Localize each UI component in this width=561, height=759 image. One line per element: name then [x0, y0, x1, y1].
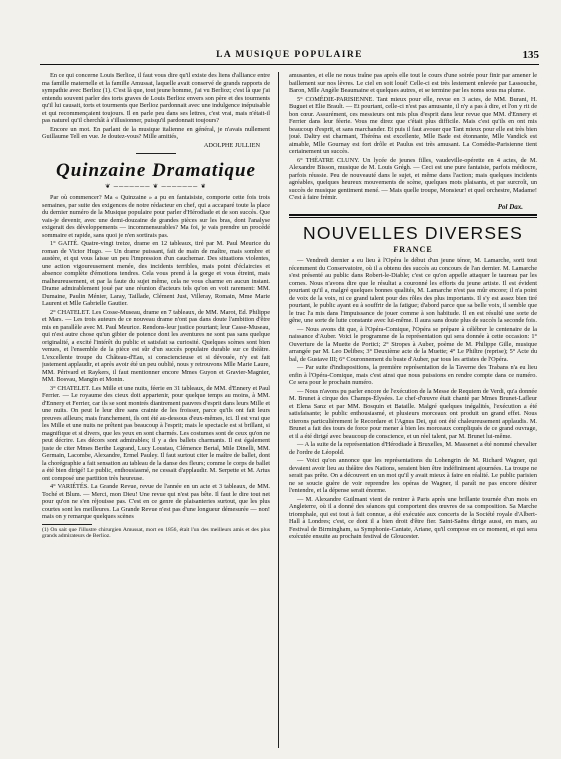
article-paragraph: 6° THÉATRE CLUNY. Un lycée de jeunes filles, vaudeville-opérette en 4 actes, de M. Alexandre Bisson, musique de M. Louis Grégh. — Ceci est une pure fantaisie, parfois médiocre, parfois réussie. Peu de nouveauté dans le sujet, et même dans l'action; mais quelques incidents agréables, quelques heureux mouvements de scène, quelques mots plaisants, et par surcroît, un succès de musique gentiment mené. — Mais quelle troupe, Monsieur! et quel orchestre, Madame! C'est à faire frémir. [289, 156, 537, 201]
news-item: — Voici qu'on annonce que les représentations du Lohengrin de M. Richard Wagner, qui devaient avoir lieu au théâtre des Nations, seraient bien être indéfiniment ajournées. La troupe ne serait pas prête. On a découvert en un mot qu'il y avait mieux à faire en réalité. Le public parisien ne se soucie guère de voir reprendre les opéras de Wagner, il paraît ne pas encore désirer l'entendre, et la dépense serait énorme. [289, 457, 537, 494]
letter-paragraph: En ce qui concerne Louis Berlioz, il faut vous dire qu'il existe des liens d'alliance entre ma famille maternelle et la famille Amussat, laquelle avait conservé de grands rapports de sympathie avec Berlioz (1). C'est là que, tout jeune homme, j'ai vu Berlioz; c'est là que j'ai entendu souvent parler des torts graves de Louis Berlioz envers son père et des tourments qu'il lui causait, torts et tourments que Berlioz pardonnait avec une indulgence inépuisable et qui recommençaient toujours. Il en parle peu dans ses lettres, c'est vrai, mais n'était-il pas naturel qu'il cherchât à s'illusionner, puisqu'il pardonnait toujours? [42, 72, 270, 124]
article-signature: Pol Dax. [497, 202, 523, 211]
news-title: NOUVELLES DIVERSES [302, 223, 523, 243]
news-item: — M. Alexandre Guilmant vient de rentrer à Paris après une brillante tournée d'un mois en Angleterre, où il a donné des séances qui comportent des œuvres de sa composition. Sa Marche triomphale, qui est tout à fait connue, a été exécutée aux concerts de la Société royale d'Albert-Hall à Londres; c'est, ce dont il a bien droit d'être fier. Saint-Saëns dirige aussi, en mars, au Festival de Birmingham, sa Symphonie-Cantate, Ariane, qu'il compose en ce moment, et qui sera exécutée ensuite au prochain festival de Gloucester. [289, 495, 537, 540]
news-item: — Vendredi dernier a eu lieu à l'Opéra le début d'un jeune ténor, M. Lamarche, sorti tout récemment du Conservatoire, où il a obtenu des succès au concours de l'an dernier. M. Lamarche s'est présenté au public dans Robert-le-Diable; c'est ce qu'on appelle attaquer le taureau par les cornes. Nous n'avons dire que le résultat a couronné les efforts du jeune artiste. Il est évident pourtant qu'il a, malgré quelques bonnes qualités, M. Lamarche n'est pas mûr encore; il n'a point de voix de la voix, ni ce grand talent pour des rôles des plus importants. Il s'y est assez bien tiré pourtant, le public ayant eu à souffrir de la fatigue; d'abord parce que sa belle voix, il semble que le trac l'a mis dans l'impuissance de jouer comme à son habitude. Il en est résulté une sorte de gêne, une sorte de lutte constante avec lui-même. Il aura sans doute plus de succès la seconde fois. [289, 257, 537, 324]
article-paragraph: 4° VARIÉTÉS. La Grande Revue, revue de l'année en un acte et 3 tableaux, de MM. Toché et Blum. — Merci, mon Dieu! Une revue qui n'est pas bête. Il faut le dire tout net pour qu'on ne s'en réjouisse pas. C'est en ce genre de plaisanteries surtout, que les plus courtes sont les meilleures. La Grande Revue n'est pas d'une longueur démesurée — non! mais on y remarque quelques scènes [42, 483, 270, 520]
section-title: Quinzaine Dramatique [55, 160, 256, 181]
article-paragraph: 1° GAITÉ. Quatre-vingt treize, drame en 12 tableaux, tiré par M. Paul Meurice du roman de Victor Hugo. — Un drame puissant, fait de main de maître, mais sombre et austère, et qui vous laisse un peu l'impression d'un cauchemar. Des situations violentes, une action vigoureusement menée, des incidents terribles, mais point d'éclaircies et absence complète d'émotions tendres. Cela vous prend à la gorge et vous étreint, mais malheureusement, et par la faute du sujet même, cela ne vous charme en aucun instant. Drame admirablement joué par une réunion d'acteurs tels qu'on en voit rarement: MM. Dumaine, Paulin Ménier, Laray, Taillade, Clément Just, Villeray, Romain, Mme Marie Laurent et Mlle Gabrielle Gautier. [42, 240, 270, 307]
article-paragraph: 5° COMÉDIE-PARISIENNE. Tant mieux pour elle, revue en 3 actes, de MM. Burani, H. Buguet et Elie Brault. — Et pourtant, celle-ci n'est pas amusante, il n'y a pas à dire, et l'on y rit de bon cœur. Assurément, ces messieurs ont mis plus d'esprit dans leur revue que MM. d'Ennery et Ferrier dans leur féerie. Vous me direz que c'était plus difficile. Mais c'est qu'ils en ont mis beaucoup d'esprit, et sans marchander. Et puis il faut avouer que Tant mieux pour elle est très bien joué. Daltry est charmant, Théréna est excellente, Mlle Bade est étonnante, Mlle Vandick est aimable, Mlle Gournay est fort drôle et Paulus est très amusant. La Comédie-Parisienne tient certainement un succès. [289, 95, 537, 155]
ornament-divider: ❦ ─────── ❦ ─────── ❦ [105, 184, 207, 190]
journal-title: LA MUSIQUE POPULAIRE [216, 50, 363, 60]
footnote: (1) On sait que l'illustre chirurgien Amussat, mort en 1856, était l'un des meilleurs amis et des plus grands admirateurs de Berlioz. [42, 526, 270, 540]
section-rule [289, 214, 537, 218]
article-paragraph: 2° CHATELET. Les Cosse-Museau, drame en 7 tableaux, de MM. Marot, Ed. Philippe et Mars. — Les trois auteurs de ce nouveau drame n'ont pas dans doute l'ambition d'être mis en parallèle avec M. Paul Meurice. Rendons-leur justice pourtant; leur Casse-Museau, qui n'est autre chose qu'un gibier de potence dont les aventures ne sont pas sans quelque originalité, a excité l'intérêt du public et satisfait sa curiosité. Quelques scènes sont bien venues, et l'ensemble de la pièce est sûr d'un succès populaire durable sur ce théâtre. L'excellente troupe du Château-d'Eau, si consciencieuse et si dévouée, n'y est fait justement applaudir, et après avoir été un peu oublié, nous y retrouvons Mlle Marie Laure, MM. Périvard et Raykers, il faut mentionner encore Mmes Guyon et Gravier-Magnier, MM. Bosvau, Mangin et Monin. [42, 308, 270, 383]
article-paragraph: amusantes, et elle ne nous traîne pas après elle tout le cours d'une soirée pour finir par amener le baillement sur nos lèvres. Le ciel en soit loué! Celle-ci est très lestement enlevée par Lassouche, Baron, Mlle Angèle Beaumaine et quelques autres, et se termine par les noms sous ma plume. [289, 72, 537, 94]
page-header [40, 50, 539, 64]
left-column [42, 72, 270, 750]
article-paragraph: Par où commencer? Ma « Quinzaine » a pu en fantaisiste, comporte cette fois trois semaines, par suite des exigences de notre rédacteur en chef, qui a accaparé toute la place du dernier numéro de la Musique populaire pour parler d'Hérodiade et de son succès. Que vais-je devenir, avec une demi-douzaine de grandes pièces sur les bras, dont l'analyse exigerait des développements — incommensurables? Ma foi, je vais prendre un procédé sommaire et rapide, sans quoi je n'en sortirais pas. [42, 194, 270, 239]
letter-paragraph: Encore un mot. En parlant de la musique italienne en général, je n'avais nullement Guillaume Tell en vue. Je doutez-vous? Mille amitiés, [42, 125, 270, 140]
footnote-rule [42, 524, 92, 525]
header-rule [40, 64, 539, 65]
news-subhead: FRANCE [393, 245, 433, 254]
right-column [289, 72, 537, 750]
separator-rule [136, 153, 176, 154]
page-number: 135 [522, 49, 539, 61]
news-item: — Par suite d'indispositions, la première représentation de la Taverne des Trabans n'a eu lieu enfin à l'Opéra-Comique, mais c'est ainsi que nous puissions en rendre compte dans ce numéro. Ce sera pour le prochain numéro. [289, 364, 537, 386]
letter-signature: ADOLPHE JULLIEN [203, 141, 260, 149]
news-item: — A la suite de la représentation d'Hérodiade à Bruxelles, M. Massenet a été nommé chevalier de l'ordre de Léopold. [289, 441, 537, 456]
news-item: — Nous n'avons pu parler encore de l'exécution de la Messe de Requiem de Verdi, qu'a donnée M. Brunet à cirque des Champs-Élysées. Le chef-d'œuvre était chanté par Mmes Brunet-Lafleur et Elena Sanz et par MM. Bosquin et Bataille. Malgré quelques inégalités, l'exécution a été satisfaisante; le public enthousiasmé, et plusieurs morceaux ont produit un grand effet. Nous citerons particulièrement le Recordare et l'Agnus Dei, qui ont été chaleureusement applaudis. M. Brunet a fait des tours de force pour mener à bien les morceaux compliqués de ce grand ouvrage, et il a été dirigé avec beaucoup de conscience, et un réel talent, par M. Brunet lui-même. [289, 387, 537, 440]
column-divider [278, 72, 279, 748]
article-paragraph: 3° CHATELET. Les Mille et une nuits, féerie en 31 tableaux, de MM. d'Ennery et Paul Ferrier. — Le royaume des cieux doit appartenir, pour quelque temps au moins, à MM. d'Ennery et Ferrier, car ils se sont montrés diantrement pauvres d'esprit dans leurs Mille et une nuits. On peut le leur dire sans crainte de les froisser, parce qu'ils ont fait leurs preuves ailleurs; mais franchement, ils ont été au-dessous d'eux-mêmes, ici. Il est vrai que les Mille et une nuits ne prêtent pas beaucoup à l'esprit; mais le spectacle est si brillant, si magnifique et si divers, que les yeux en sont charmés. Les costumes sont de ceux qu'on ne peut décrire. Les décors sont admirables; il y a des ballets charmants. Il est également juste de citer Mmes Berthe Legrand, Lucy Loustau, Clémence Bertal, Mile Dinelli, MM. Germain, Lacombe, Alexandre, Ermel Pauley. Il faut surtout citer le maître de ballet, dont la chorégraphie a fait sensation au tableau de la danse des fleurs; comme le corps de ballet a été bien dirigé! Le public, enthousiasmé, ne cessait d'applaudir. M. Serpette et M. Artus ont composé une partition très heureuse. [42, 384, 270, 482]
news-item: — Nous avons dit que, à l'Opéra-Comique, l'Opéra se prépare à célébrer le centenaire de la naissance d'Auber. Voici le programme de la représentation qui sera donnée à cette occasion: 1° Ouverture de la Muette de Portici; 2° Stropes à Auber, poème de M. Philippe Gille, musique arrangée par M. Leo Delibes; 3° Deuxième acte de la Muette; 4° Le Philtre (reprise); 5° Acte du bal, de Gustave III; 6° Couronnement du buste d'Auber, par tous les artistes de l'Opéra. [289, 325, 537, 363]
